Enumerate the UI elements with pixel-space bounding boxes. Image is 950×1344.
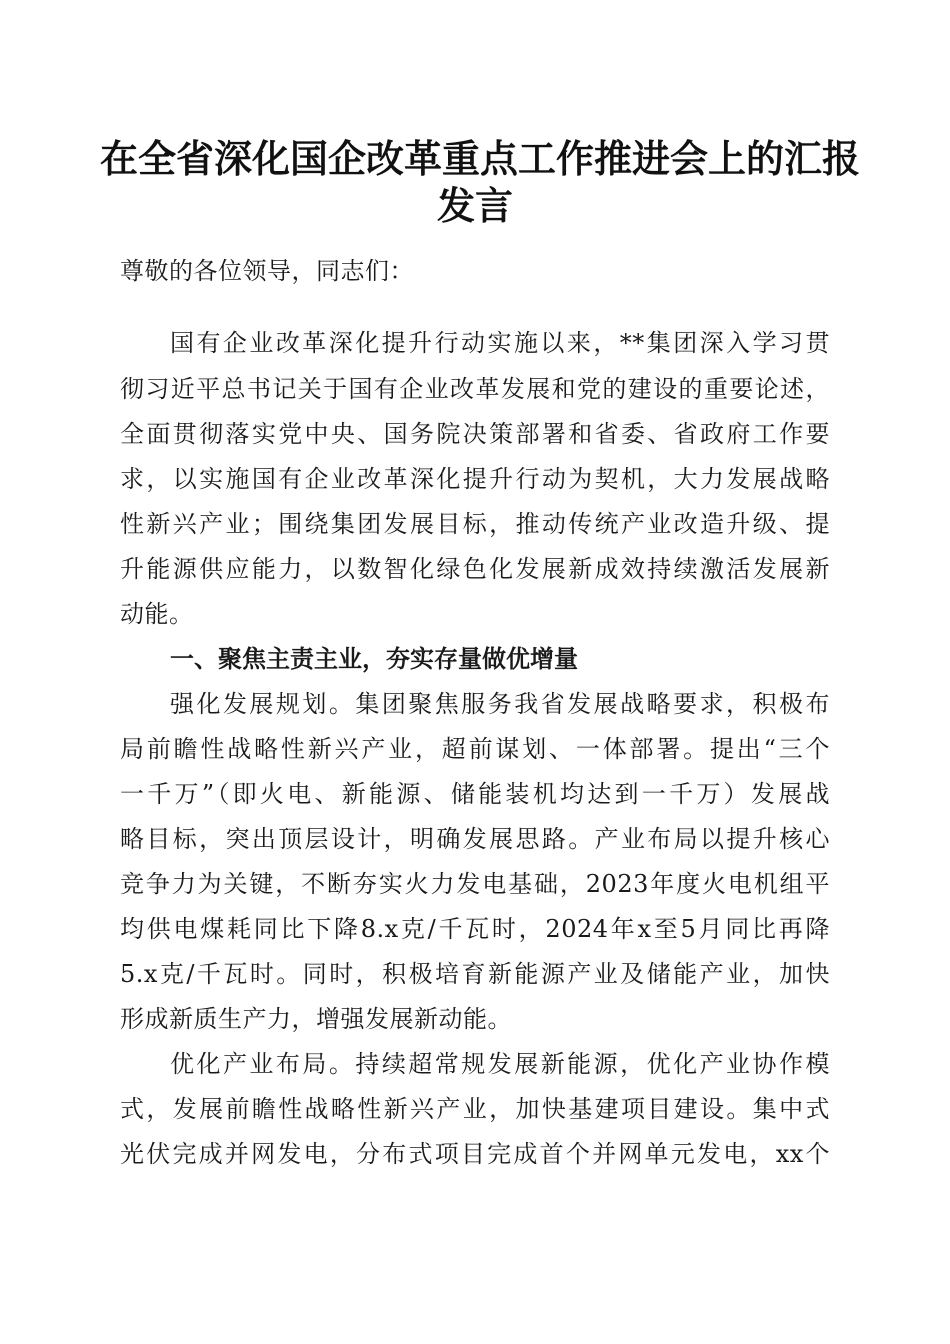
paragraph-line: 升能源供应能力，以数智化绿色化发展新成效持续激活发展新 — [120, 555, 830, 583]
paragraph-line: 略目标，突出顶层设计，明确发展思路。产业布局以提升核心 — [120, 825, 830, 853]
document-title-line-2: 发言 — [436, 183, 513, 228]
paragraph-line: 全面贯彻落实党中央、国务院决策部署和省委、省政府工作要 — [120, 420, 830, 448]
paragraph-line: 光伏完成并网发电，分布式项目完成首个并网单元发电，xx个 — [120, 1140, 830, 1168]
paragraph-line: 均供电煤耗同比下降8.x克/千瓦时，2024年x至5月同比再降 — [120, 915, 830, 943]
paragraph-line: 动能。 — [120, 600, 194, 628]
paragraph-line: 优化产业布局。持续超常规发展新能源，优化产业协作模 — [170, 1050, 830, 1078]
document-title-line-1: 在全省深化国企改革重点工作推进会上的汇报 — [100, 136, 861, 181]
section-heading: 一、聚焦主责主业，夯实存量做优增量 — [170, 645, 578, 673]
salutation: 尊敬的各位领导，同志们： — [120, 257, 414, 285]
paragraph-line: 一千万”（即火电、新能源、储能装机均达到一千万）发展战 — [120, 780, 830, 808]
paragraph-line: 形成新质生产力，增强发展新动能。 — [120, 1005, 512, 1033]
paragraph-line: 5.x克/千瓦时。同时，积极培育新能源产业及储能产业，加快 — [120, 960, 830, 988]
paragraph-line: 性新兴产业；围绕集团发展目标，推动传统产业改造升级、提 — [120, 510, 830, 538]
paragraph-line: 式，发展前瞻性战略性新兴产业，加快基建项目建设。集中式 — [120, 1095, 830, 1123]
paragraph-line: 彻习近平总书记关于国有企业改革发展和党的建设的重要论述， — [120, 375, 830, 403]
paragraph-line: 国有企业改革深化提升行动实施以来，**集团深入学习贯 — [170, 329, 830, 357]
paragraph-line: 局前瞻性战略性新兴产业，超前谋划、一体部署。提出“三个 — [120, 735, 830, 763]
paragraph-line: 求，以实施国有企业改革深化提升行动为契机，大力发展战略 — [120, 465, 830, 493]
paragraph-line: 竞争力为关键，不断夯实火力发电基础，2023年度火电机组平 — [120, 870, 830, 898]
paragraph-line: 强化发展规划。集团聚焦服务我省发展战略要求，积极布 — [170, 690, 830, 718]
